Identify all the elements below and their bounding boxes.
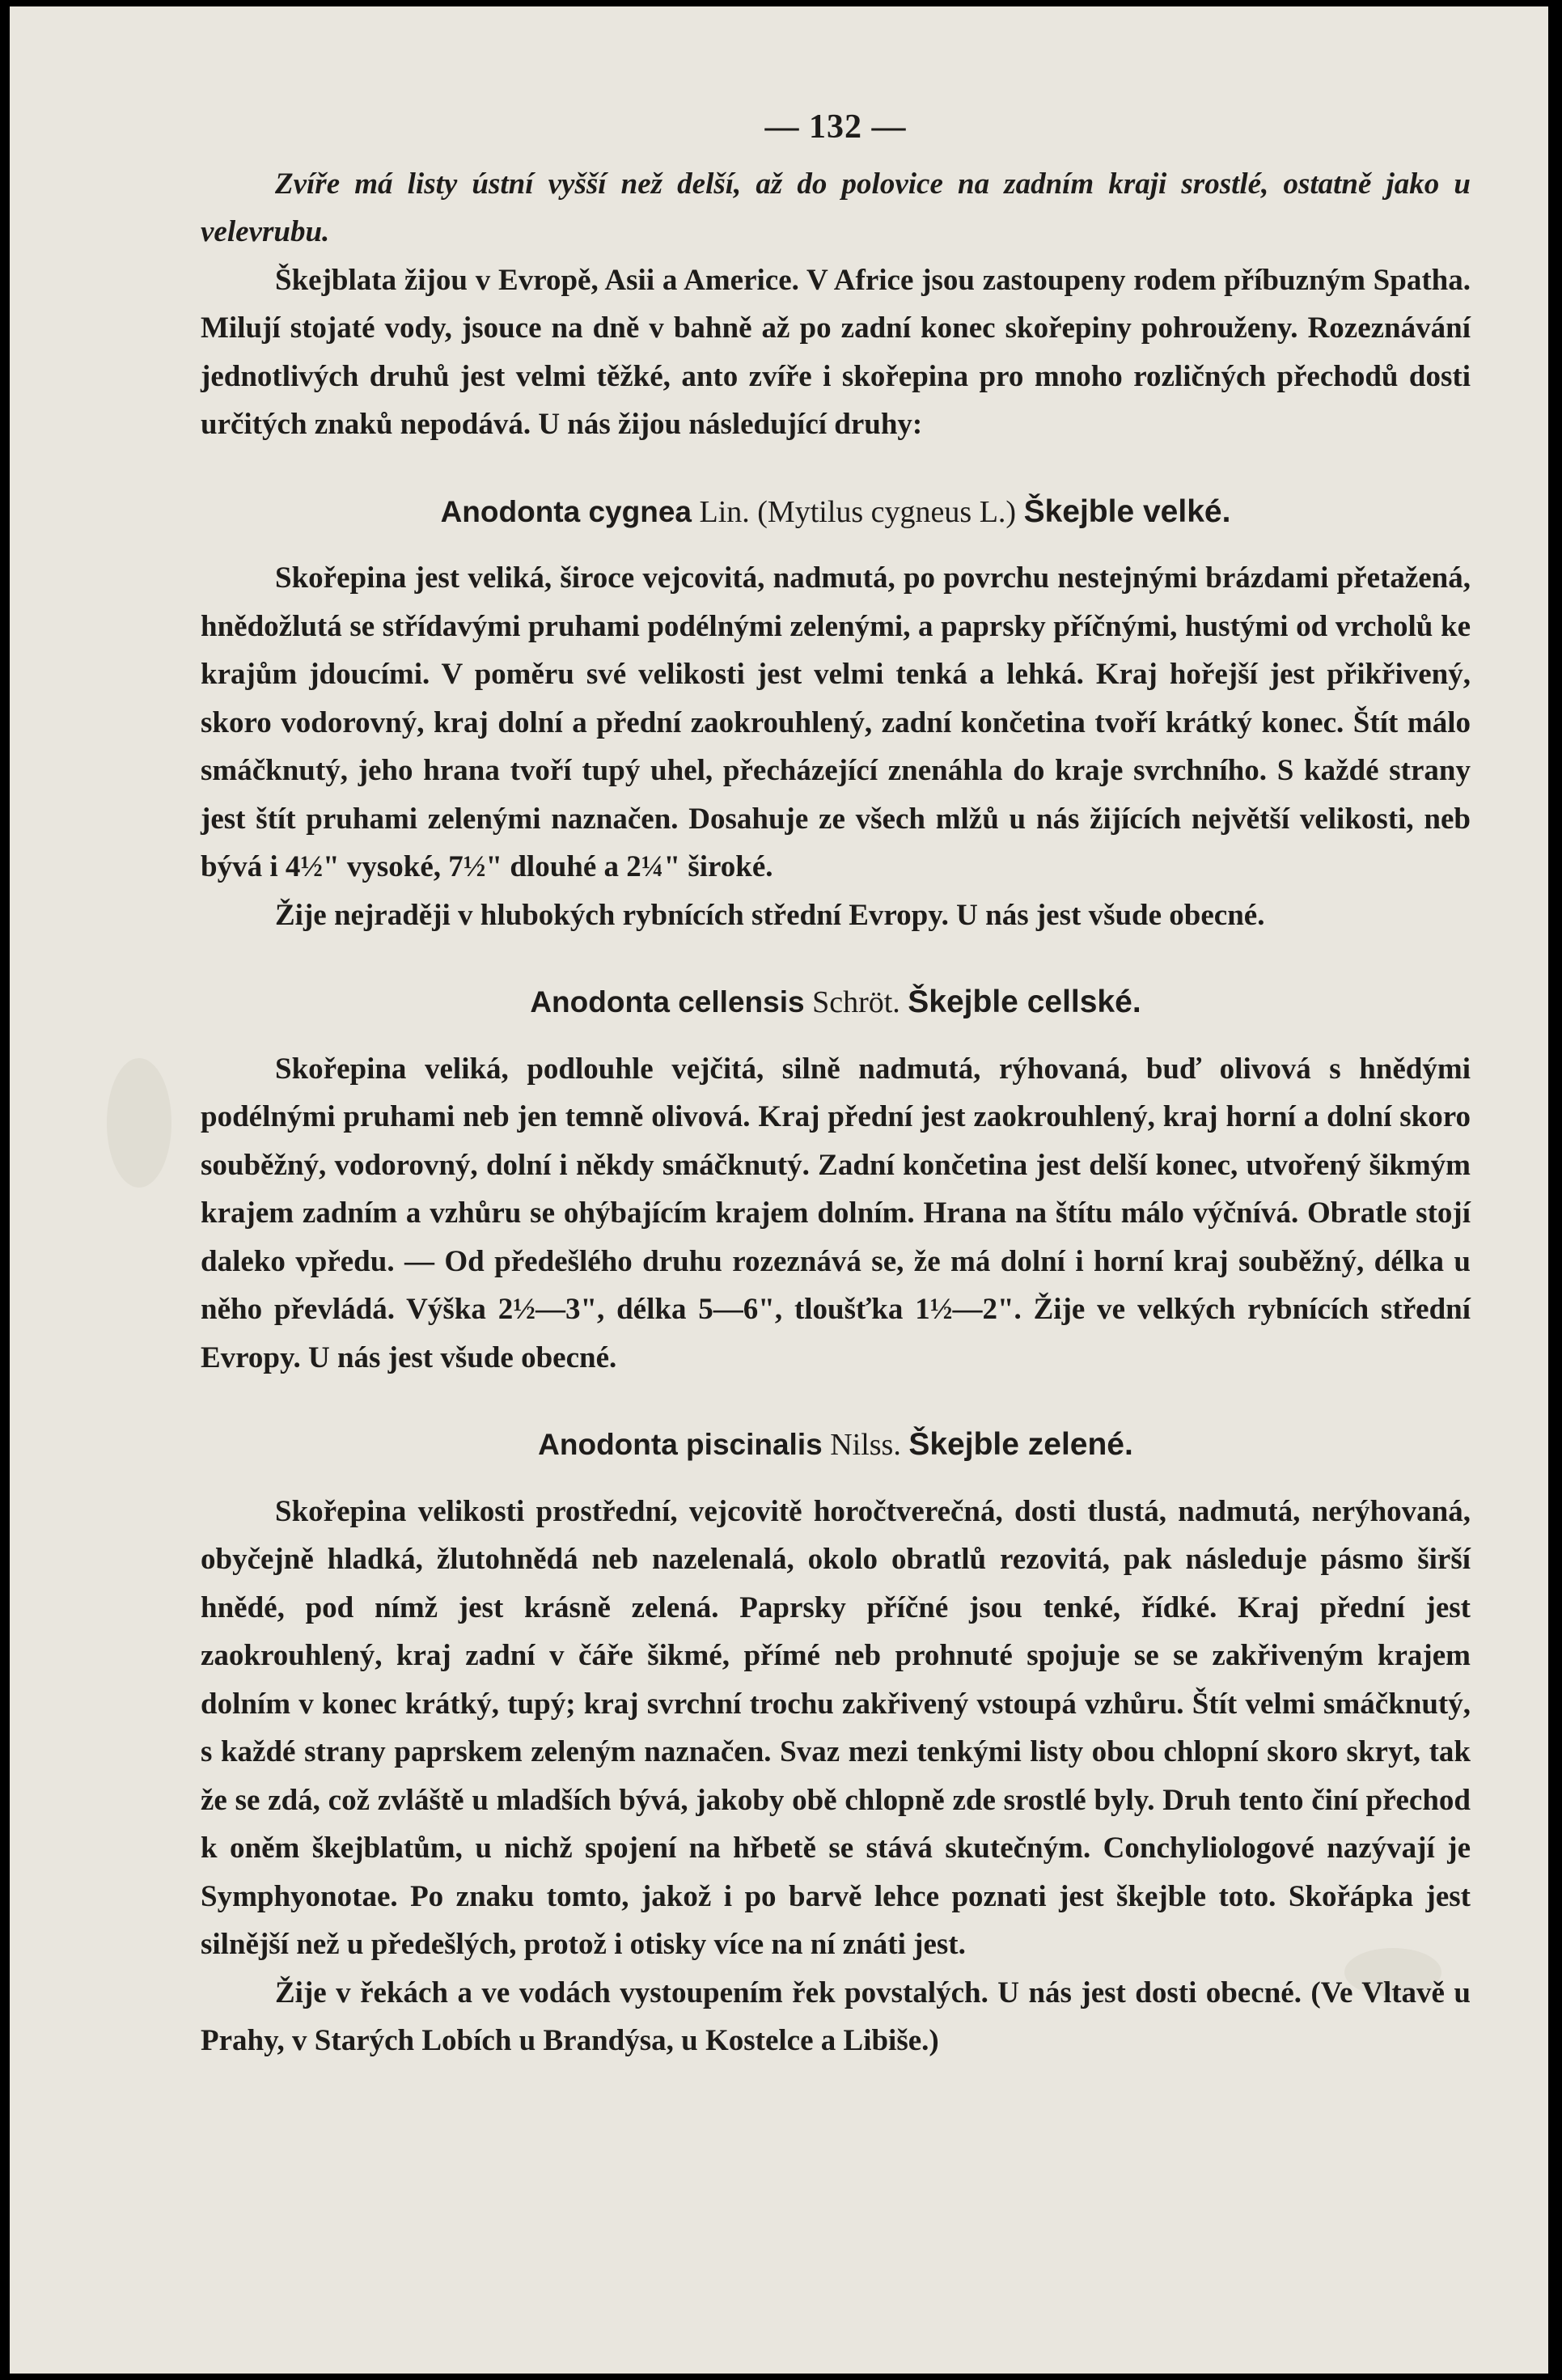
species-description: Skořepina jest veliká, široce vejcovitá, nadmutá, po povrchu nestejnými brázdami přetažená, hnědožlutá se střídavými pruhami podélnými zelenými, a paprsky příčnými, hustými od vrcholů ke krajům jdoucími. V poměru své velikosti jest velmi tenká a lehká. Kraj hořejší jest přikřivený, skoro vodorovný, kraj dolní a přední zaokrouhlený, zadní končetina tvoří krátký konec. Štít málo smáčknutý, jeho hrana tvoří tupý uhel, přecházející znenáhla do kraje svrchního. S každé strany jest štít pruhami zelenými naznačen. Dosahuje ze všech mlžů u nás žijících největší velikosti, neb bývá i 4½" vysoké, 7½" dlouhé a 2¼" široké. <box>201 561 1471 883</box>
species-heading <box>201 488 1471 537</box>
page-text <box>201 104 1471 2065</box>
species-vernacular-name: Škejble zelené. <box>908 1427 1133 1462</box>
species-habitat: Žije v řekách a ve vodách vystoupením řek povstalých. U nás jest dosti obecné. (Ve Vltavě u Prahy, v Starých Lobích u Brandýsa, u Kostelce a Libiše.) <box>201 1976 1471 2057</box>
species-description: Skořepina velikosti prostřední, vejcovitě horočtverečná, dosti tlustá, nadmutá, nerýhovaná, obyčejně hladká, žlutohnědá neb nazelenalá, okolo obratlů rezovitá, pak následuje pásmo širší hnědé, pod nímž jest krásně zelená. Paprsky příčné jsou tenké, řídké. Kraj přední jest zaokrouhlený, kraj zadní v čáře šikmé, přímé neb prohnuté spojuje se se zakřiveným krajem dolním v konec krátký, tupý; kraj svrchní trochu zakřivený vstoupá vzhůru. Štít velmi smáčknutý, s každé strany paprskem zeleným naznačen. Svaz mezi tenkými listy obou chlopní skoro skryt, tak že se zdá, což zvláště u mladších bývá, jakoby obě chlopně zde srostlé byly. Druh tento činí přechod k oněm škejblatům, u nichž spojení na hřbetě se stává skutečným. Conchyliologové nazývají je Symphyonotae. Po znaku tomto, jakož i po barvě lehce poznati jest škejble toto. Skořápka jest silnější než u předešlých, protož i otisky více na ní znáti jest. <box>201 1494 1471 1961</box>
species-heading <box>201 978 1471 1027</box>
species-heading <box>201 1421 1471 1470</box>
species-habitat: Žije nejraději v hlubokých rybnících střední Evropy. U nás jest všude obecné. <box>275 898 1265 932</box>
species-vernacular-name: Škejble velké. <box>1023 493 1231 529</box>
species-genus: Anodonta cellensis <box>530 985 805 1018</box>
species-genus: Anodonta piscinalis <box>538 1428 823 1461</box>
species-genus: Anodonta cygnea <box>440 494 692 528</box>
intro-italic-paragraph: Zvíře má listy ústní vyšší než delší, až do polovice na zadním kraji srostlé, ostatně jako u velevrubu. <box>201 167 1471 248</box>
book-page <box>10 6 1548 2374</box>
intro-paragraph: Škejblata žijou v Evropě, Asii a Americe. V Africe jsou zastoupeny rodem příbuzným Spatha. Milují stojaté vody, jsouce na dně v bahně až po zadní konec skořepiny pohrouženy. Rozeznávání jednotlivých druhů jest velmi těžké, anto zvíře i skořepina pro mnoho rozličných přechodů dosti určitých znaků nepodává. U nás žijou následující druhy: <box>201 263 1471 441</box>
species-author: Lin. <box>699 494 750 529</box>
paper-stain <box>107 1058 171 1188</box>
species-description: Skořepina veliká, podlouhle vejčitá, silně nadmutá, rýhovaná, buď olivová s hnědými podélnými pruhami neb jen temně olivová. Kraj přední jest zaokrouhlený, kraj horní a dolní skoro souběžný, vodorovný, dolní i někdy smáčknutý. Zadní končetina jest delší konec, utvořený šikmým krajem zadním a vzhůru se ohýbajícím krajem dolním. Hrana na štítu málo výčnívá. Obratle stojí daleko vpředu. — Od předešlého druhu rozeznává se, že má dolní i horní kraj souběžný, délka u něho převládá. Výška 2½—3", délka 5—6", tloušťka 1½—2". Žije ve velkých rybnících střední Evropy. U nás jest všude obecné. <box>201 1052 1471 1374</box>
species-synonym: (Mytilus cygneus L.) <box>757 494 1017 529</box>
species-vernacular-name: Škejble cellské. <box>908 985 1141 1019</box>
species-author: Schröt. <box>812 985 900 1019</box>
species-author: Nilss. <box>830 1428 901 1462</box>
page-number: — 132 — <box>764 108 907 146</box>
